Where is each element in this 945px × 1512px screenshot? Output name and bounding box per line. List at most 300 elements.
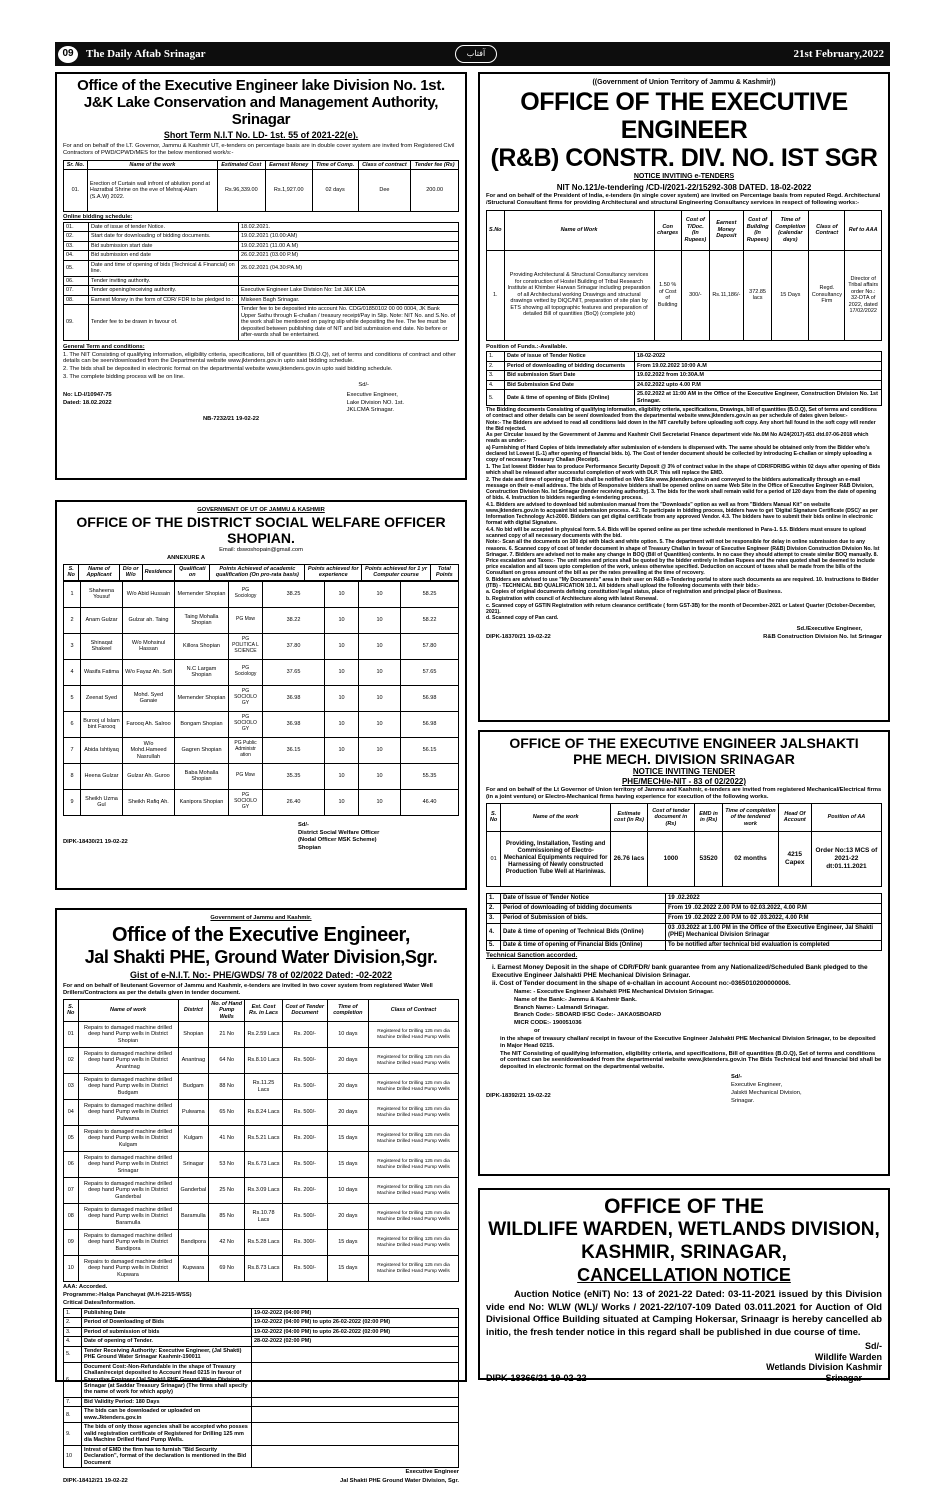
table-header: Time of Comp. [312, 160, 358, 169]
table-row [487, 352, 882, 361]
table-row [64, 241, 459, 250]
table-cell: 03 .03.2022 at 1.00 PM in the Office of the Executive Engineer, Jal Shakti (PHE) Mechanical Division Srinagar [666, 924, 882, 941]
term-item: 3. The complete bidding process will be on line. [63, 374, 185, 381]
signatory-line: Jal Shakti PHE Ground Water Division, Sgr. [340, 1478, 459, 1485]
table-cell: Bid Submission End Date [505, 380, 635, 389]
signature-mark: Sd./Executive Engineer, [796, 625, 862, 632]
table-header: Head Of Account [778, 803, 811, 831]
table-cell: PG POLITICA L SCIENCE [229, 633, 263, 659]
table-row [64, 286, 459, 295]
table-cell: Wasifa Fatima [81, 659, 123, 685]
notice-title: OFFICE OF THE [604, 1195, 764, 1218]
table-cell: PG Sociology [229, 659, 263, 685]
annexure-label: ANNEXURE A [166, 555, 206, 561]
table-cell: Tender fee to be drawn in favour of. [89, 305, 239, 340]
table-cell: 02 [64, 1048, 79, 1074]
nit-number: NIT No.121/e-tendering /CD-I/2021-22/15292-308 DATED. 18-02-2022 [556, 182, 812, 192]
table-cell: 4 [64, 659, 81, 685]
table-header-row [487, 210, 882, 250]
signatory-line: Srinagar. [731, 1097, 755, 1104]
table-header: Cost of Building (In Rupees) [743, 210, 771, 250]
table-cell: 5. [64, 1346, 82, 1362]
table-cell: 5 [64, 685, 81, 711]
funds-position: Position of Funds.:-Available. [486, 343, 568, 350]
table-cell: Period of downloading of bidding documents [505, 361, 635, 370]
table-cell: Date & time of opening of Technical Bids (Online) [501, 924, 666, 941]
signatory-line: District Social Welfare Officer [298, 829, 380, 836]
bank-detail: Name of the Bank:- Jammu & Kashmir Bank. [514, 996, 637, 1003]
table-cell: Document Cost:-Non-Refundable in the shape of Treasury Challan/receipt deposited to Account Head 0215 in favour of Executive Engineer (Jal Shakti) PHE Ground Water Division Srinagar (at Saddar Treasury Srinagar) (The firms shall specify the name of work for which apply) [82, 1362, 252, 1397]
table-row [64, 1178, 459, 1204]
notice-subtitle: PHE MECH. DIVISION SRINAGAR [573, 750, 795, 767]
table-header: Name of the work [501, 803, 611, 831]
table-header: Cost of Tender Document [282, 999, 327, 1021]
release-number: DIPK-18412/21 19-02-22 [63, 1478, 128, 1485]
table-cell: Bid Validity Period: 180 Days [82, 1397, 252, 1406]
table-cell: 9 [64, 789, 81, 815]
table-cell: Repairs to damaged machine drilled deep hand Pump wells in District Kupwara [78, 1256, 178, 1282]
table-row [487, 831, 882, 886]
table-header: Points Achieved of academic qualification (On pro-rata basis) [210, 564, 305, 580]
table-cell: 01 [64, 1022, 79, 1048]
table-cell: 58.25 [401, 581, 459, 607]
table-cell: 03 [64, 1074, 79, 1100]
table-header: S.No [487, 210, 505, 250]
table-cell: 10 [325, 659, 359, 685]
bank-detail: Name: - Executive Engineer Jalshakti PHE Mechanical Division Srinagar. [514, 988, 714, 995]
table-row [64, 789, 459, 815]
table-cell: 15 days [327, 1230, 368, 1256]
table-cell: PG SOCIOLO GY [229, 685, 263, 711]
treasury-clause: in the shape of treasury challan/ receipt in favour of the Executive Engineer Jalshakti PHE Mechanical Division Srinagar, to be deposited in Major Head 0215. [500, 1035, 876, 1049]
table-header: District [178, 999, 209, 1021]
table-header: S. No [487, 803, 501, 831]
table-cell: Rs. 500/- [282, 1074, 327, 1100]
table-cell: 20 days [327, 1204, 368, 1230]
critical-dates-table [63, 1308, 459, 1469]
table-cell: Rs. 300/- [282, 1230, 327, 1256]
table-row [487, 903, 882, 913]
table-cell: Baramulla [178, 1204, 209, 1230]
condition-paragraph: d. Scanned copy of Pan card. [486, 615, 559, 622]
table-cell: 42 No [209, 1230, 245, 1256]
table-cell: 10 [359, 737, 401, 763]
table-cell: To be notified after technical bid evaluation is completed [666, 941, 882, 951]
table-cell: Date of opening of Tender. [82, 1337, 252, 1346]
table-cell: 4. [487, 380, 505, 389]
table-header: Time of Completion (calendar days) [772, 210, 809, 250]
table-header-row [64, 999, 459, 1021]
table-cell: 55.35 [401, 763, 459, 789]
table-cell: Rs.6.73 Lacs [245, 1152, 283, 1178]
rb-construction-notice [478, 72, 890, 722]
table-cell: 10 [325, 607, 359, 633]
sanction-line: Technical Sanction accorded. [486, 952, 578, 960]
table-row [64, 222, 459, 231]
table-cell: 1. [64, 1308, 82, 1317]
table-row [64, 1407, 459, 1423]
table-cell: 10 [325, 685, 359, 711]
works-table [63, 999, 459, 1282]
table-cell: Date and time of opening of bids (Technical & Financial) on line. [89, 260, 239, 276]
table-cell: Repairs to damaged machine drilled deep hand Pump wells in District Pulwama [78, 1100, 178, 1126]
table-cell: 37.65 [263, 659, 325, 685]
table-cell: Abida Ishtiyaq [81, 737, 123, 763]
term-item: 2. The bids shall be deposited in electronic format on the departmental website www.jktenders.gov.in upto said bidding schedule. [63, 366, 393, 373]
lake-division-notice [55, 72, 467, 480]
table-cell: 07 [64, 1178, 79, 1204]
table-cell: 19.02.2021 (10.00:AM) [239, 232, 459, 241]
table-cell: Registered for Drilling 125 mm dia Machine Drilled Hand Pump Wells [369, 1178, 459, 1204]
intro-text: For and on behalf of the Lt Governor of Union territory of Jammu and Kashmir, e-tenders are invited from registered Mechanical/Electrical firms (in a joint venture) or Electro-Mechanical firms having experience for execution of the following works. [486, 787, 882, 801]
table-row [64, 1204, 459, 1230]
table-cell: Registered for Drilling 125 mm dia Machine Drilled Hand Pump Wells [369, 1100, 459, 1126]
ground-water-notice [55, 908, 467, 1485]
table-row [64, 1318, 459, 1327]
table-cell: Memender Shopian [175, 685, 229, 711]
table-header: Class of contract [358, 160, 411, 169]
release-number: DIPK-18366/21 19-02-22 [486, 1372, 587, 1383]
table-cell: 7. [64, 1397, 82, 1406]
table-cell: Pulwama [178, 1100, 209, 1126]
intro-text: For and on behalf of lieutenant Governor of Jammu and Kashmir, e-tenders are invited in two cover system from registered Water Well Drillers/Contractors as per the details given in tender document. [63, 983, 433, 996]
table-cell: 56.98 [401, 711, 459, 737]
merit-table [63, 564, 459, 581]
table-cell: 10 [64, 1445, 82, 1467]
table-cell [252, 1397, 459, 1406]
table-cell: The bids of only those agencies shall be accepted who posses valid registration certificate of Registered for Drilling 125 mm dia Machine Drilled Hand Pump Wells. [82, 1423, 252, 1445]
table-cell: 10 [359, 659, 401, 685]
letter-number: No: LD-I/10947-75 [63, 391, 112, 398]
table-cell: 57.80 [401, 633, 459, 659]
condition-paragraph: 9. Bidders are advised to use "My Documents" area in their user on R&B e-Tendering portal to store such documents as are required. 10. Instructions to Bidder (ITB) - TECHNICAL BID QUALIFICATION 10.1. All bidders shall upload the following documents with their bids:- [486, 576, 879, 589]
condition-paragraph: 1. The 1st lowest Bidder has to produce Performance Security Deposit @ 3% of contract value in the shape of CDR/FDR/BG within 02 days after opening of Bids which shall be released after successful completion of work with DLP. This will replace the EMD. [486, 463, 881, 477]
table-cell: Registered for Drilling 125 mm dia Machine Drilled Hand Pump Wells [369, 1126, 459, 1152]
table-cell: Gulzar Ah. Guroo [123, 763, 175, 789]
table-cell: 01. [64, 170, 88, 212]
table-cell: 19-02-2022 (04:00 PM) [252, 1308, 459, 1317]
term-item: 1. The NIT Consisting of qualifying information, eligibility criteria, specifications, bill of quantities (B.O.Q), set of terms and conditions of contract and other details can be seen/downloaded from the Departmental website www.jktenders.gov.in upto said bidding schedule. [63, 351, 456, 365]
table-cell [252, 1423, 459, 1445]
table-cell: 28-02-2022 (02:00 PM) [252, 1337, 459, 1346]
table-row [64, 1327, 459, 1336]
table-header-row [487, 803, 882, 831]
table-header: Position of AA [811, 803, 881, 831]
table-header: Tender fee (Rs) [411, 160, 459, 169]
schedule-table [486, 351, 882, 406]
issue-date: 21st February,2022 [793, 47, 884, 60]
table-cell: 02 days [312, 170, 358, 212]
table-cell: PG Public Administr ation [229, 737, 263, 763]
table-cell: Kupwara [178, 1256, 209, 1282]
table-row [487, 371, 882, 380]
table-cell: 2. [487, 903, 501, 913]
table-header-row [64, 564, 459, 580]
table-row [64, 1256, 459, 1282]
table-cell: 05 [64, 1126, 79, 1152]
table-cell: N.C Largam Shopian [175, 659, 229, 685]
table-header: Estimate cost (in Rs) [611, 803, 648, 831]
signatory-line: (Nodal Officer MSK Scheme) [298, 837, 377, 844]
table-cell: Providing, Installation, Testing and Commissioning of Electro-Mechanical Equipments required for Harnessing of Newly constructed Production Tube Well at Hariniwas. [501, 831, 611, 886]
table-header: No. of Hand Pump Wells [209, 999, 245, 1021]
merit-table-body [63, 581, 459, 816]
table-cell: Registered for Drilling 125 mm dia Machine Drilled Hand Pump Wells [369, 1204, 459, 1230]
table-cell: W/o Abid Hussain [123, 581, 175, 607]
table-header: Con charges [654, 210, 681, 250]
table-header: Total Points [430, 564, 458, 580]
table-header: Points achieved for 1 yr Computer course [362, 564, 430, 580]
table-cell: 10 [359, 711, 401, 737]
table-cell: Rs.5.21 Lacs [245, 1126, 283, 1152]
table-cell: 2. [487, 361, 505, 370]
table-cell: Date of issue of Tender Notice [505, 352, 635, 361]
notice-subtitle: WILDLIFE WARDEN, WETLANDS DIVISION, [488, 1219, 880, 1241]
condition-paragraph: 4.1. Bidders are advised to download bid submission manual from the "Downloads" option as well as from "Bidders Manual Kit" on website www.jktenders.gov.in to acquaint bid submission process. 4.2. To participate in bidding process, bidders have to get 'Digital Signature Certificate (DSC)' as per Information Technology Act-2000. Bidders can get digital certificate from any approved Vendor. 4.3. The bidders have to submit their bids online in electronic format with digital Signature. [486, 501, 878, 527]
table-cell: PG SOCIOLO GY [229, 711, 263, 737]
table-header: Name of Work [504, 210, 654, 250]
condition-paragraph: 4.4. No bid will be accepted in physical form. 5.4. Bids will be opened online as per time schedule mentioned in Para-1. 5.5. Bidders must ensure to upload scanned copy of all necessary documents with the bid. [486, 526, 866, 539]
conditions-list [486, 407, 882, 622]
signatory-line: Wetlands Division Kashmir [766, 1362, 882, 1373]
table-cell: Period of Submission of bids. [501, 914, 666, 924]
table-cell: 15 Days [772, 250, 809, 340]
works-table [63, 160, 459, 212]
table-cell: Registered for Drilling 125 mm dia Machine Drilled Hand Pump Wells [369, 1230, 459, 1256]
table-cell: Rs. 500/- [282, 1048, 327, 1074]
table-cell: Farooq Ah. Salroo [123, 711, 175, 737]
table-header: Name of work [78, 999, 178, 1021]
table-cell: 53520 [694, 831, 722, 886]
table-cell: Repairs to damaged machine drilled deep hand Pump wells in District Shopian [78, 1022, 178, 1048]
table-cell: 10 [325, 737, 359, 763]
table-cell: 05. [64, 260, 89, 276]
table-cell: 4. [64, 1337, 82, 1346]
table-cell: Period of downloading of bidding documents [501, 903, 666, 913]
mechanical-division-notice [478, 730, 890, 1176]
bank-detail: Branch Name:- Lalmandi Srinagar. [514, 1004, 609, 1011]
bank-detail: Branch Code:- SBOARD IFSC Code:- JAKA0SBOARD [514, 1012, 662, 1019]
table-row [64, 1022, 459, 1048]
table-row [64, 1074, 459, 1100]
table-cell: Registered for Drilling 125 mm dia Machine Drilled Hand Pump Wells [369, 1256, 459, 1282]
table-cell: 85 No [209, 1204, 245, 1230]
email-line: Email: dswoshopain@gmail.com [219, 547, 303, 554]
table-cell: 10 [325, 763, 359, 789]
table-cell: Taing Mohalla Shopian [175, 607, 229, 633]
table-cell: 36.98 [263, 685, 325, 711]
signature-mark: Sd/- [358, 381, 369, 388]
table-row [64, 737, 459, 763]
table-cell: 4. [487, 924, 501, 941]
table-row [64, 295, 459, 304]
table-cell: Tender inviting authority. [89, 276, 239, 285]
table-cell: 88 No [209, 1074, 245, 1100]
table-cell: Repairs to damaged machine drilled deep hand Pump wells in District Srinagar [78, 1152, 178, 1178]
table-header: Cost of tender document in (Rs) [647, 803, 694, 831]
condition-paragraph: Note:- The Bidders are advised to read all conditions laid down in the NIT carefully before uploading soft copy. Any short fall found in the soft copy will render the Bid rejected. [486, 419, 876, 432]
notice-subtitle: Jal Shakti PHE, Ground Water Division,Sgr. [84, 946, 438, 967]
table-cell: Gulzar ah. Taing [123, 607, 175, 633]
notice-title: OFFICE OF THE DISTRICT SOCIAL WELFARE OFFICER SHOPIAN. [76, 513, 446, 546]
table-cell: 6 [64, 711, 81, 737]
table-cell: 64 No [209, 1048, 245, 1074]
table-row [64, 1048, 459, 1074]
table-row [487, 941, 882, 951]
table-cell: Budgam [178, 1074, 209, 1100]
table-cell: 38.22 [263, 607, 325, 633]
table-cell: Providing Architectural & Structural Consultancy services for construction of Hostel Building of Tribal Research Institute at Khimber Harwan Srinagar including preparation of all Architectural working Drawings and structural drawings vetted by DIQC/NIT, preparation of site plan by ETS showing all topographic features and preparation of detailed Bill of quantities (BoQ) (complete job) [504, 250, 654, 340]
table-cell: 01 [487, 831, 501, 886]
table-header: Name of the work [87, 160, 217, 169]
table-cell: Anantnag [178, 1048, 209, 1074]
table-cell: 6. [64, 1362, 82, 1397]
table-cell: Zeenat Syed [81, 685, 123, 711]
signature-mark: Sd/- [298, 821, 309, 828]
or-label: or [534, 1028, 540, 1035]
release-number: DIPK-18370/21 19-02-22 [486, 634, 551, 641]
intro-text: For and on behalf of the LT. Governor, Jammu & Kashmir UT, e-tenders on percentage basis are in double cover system are invited from Registered Civil Contractors of PWD/CPWD/MES for the below mentioned work/s:- [63, 143, 455, 156]
cost-clause: ii. Cost of Tender document in the shape of e-challan in account Account no:-0365010200000006. [492, 980, 791, 988]
table-cell: Rs. 500/- [282, 1204, 327, 1230]
nit-paragraph: The NIT Consisting of qualifying information, eligibility criteria, and specifications, Bill of quantities (B.O.Q), Set of terms and conditions of contract can be seen/downloaded from the departmental website www.jktenders.gov.in The Bids Technical bid and financial bid shall be deposited in electronic format on the departmental website. [500, 1050, 882, 1071]
table-cell: Rs.8.24 Lacs [245, 1100, 283, 1126]
table-cell [252, 1346, 459, 1362]
table-header: Name of Applicant [79, 564, 119, 580]
table-cell: Bongam Shopian [175, 711, 229, 737]
table-row [64, 659, 459, 685]
table-header: S. No [64, 999, 79, 1021]
table-header: D/o or W/o [119, 564, 142, 580]
table-cell: Rs.11.25 Lacs [245, 1074, 283, 1100]
table-cell: 10 [325, 633, 359, 659]
release-number: DIPK-18430/21 19-02-22 [63, 839, 128, 846]
table-row [64, 633, 459, 659]
table-row [64, 276, 459, 285]
table-cell: Director of Tribal affairs order No.: 32-DTA of 2022, dated 17/02/2022 [845, 250, 882, 340]
table-header: EMD in in (Rs) [694, 803, 722, 831]
table-cell: Baba Mohalla Shopian [175, 763, 229, 789]
table-cell: Rs.1,927.00 [265, 170, 312, 212]
table-cell: Rs.3.09 Lacs [245, 1178, 283, 1204]
table-cell: Repairs to damaged machine drilled deep hand Pump wells in District Baramulla [78, 1204, 178, 1230]
signatory-line: Jalskti Mechanical Division, [731, 1089, 802, 1096]
table-row [64, 251, 459, 260]
condition-paragraph: a) Furnishing of Hard Copies of bids immediately after submission of e-tenders is dispensed with. The same should be obtained only from the Bidder who's declared lst Lowest (L-1) after opening of financial bids. b). The Cost of tender document should be collected by introducing E-challan or simply uploading a copy of necessary Treasury Challan (Receipt). [486, 445, 872, 464]
signature-mark: Sd/- [865, 1341, 882, 1351]
signatory-line: Wildlife Warden [814, 1351, 882, 1362]
table-cell: Rs.5.28 Lacs [245, 1230, 283, 1256]
table-header-row [64, 160, 459, 169]
page-number: 09 [58, 46, 78, 63]
nit-number: PHE/MECH/e-NIT - 83 of 02/2022) [621, 776, 747, 786]
table-cell: Miskeen Bagh Srinagar. [239, 295, 459, 304]
table-cell: From 19.02.2022 10:00 A.M [635, 361, 882, 370]
table-row [64, 1337, 459, 1346]
table-cell: Rs.8.10 Lacs [245, 1048, 283, 1074]
condition-paragraph: b. Registration with council of Architecture along with latest Renewal. [486, 596, 658, 603]
condition-paragraph: c. Scanned copy of GSTIN Registration with return clearance certificate ( form GST-3B) for the month of December-2021 or Latest Quarter (October-December, 2021). [486, 602, 876, 615]
table-cell: 09. [64, 305, 89, 340]
table-cell: Registered for Drilling 125 mm dia Machine Drilled Hand Pump Wells [369, 1074, 459, 1100]
table-cell: Period of Downloading of Bids [82, 1318, 252, 1327]
table-cell: 15 days [327, 1152, 368, 1178]
table-cell: 19 .02.2022 [666, 893, 882, 903]
table-cell: 20 days [327, 1048, 368, 1074]
table-row [64, 1397, 459, 1406]
table-row [487, 914, 882, 924]
table-cell: 15 days [327, 1126, 368, 1152]
newspaper-header [55, 42, 890, 66]
table-cell: Registered for Drilling 125 mm dia Machine Drilled Hand Pump Wells [369, 1048, 459, 1074]
table-header: Estimated Cost [217, 160, 265, 169]
table-cell: 36.15 [263, 737, 325, 763]
condition-paragraph: The Bidding documents Consisting of qualifying information, eligibility criteria, specifications, Drawings, bill of quantities (B.O.Q), Set of terms and conditions of contract and other details can be seen/ downloaded from the departmental website www.jktenders.gov.in as per schedule of dates given below:- [486, 406, 877, 419]
signatory-line: Executive Engineer [405, 1469, 459, 1476]
table-cell: Order No:13 MCS of 2021-22 dt:01.11.2021 [811, 831, 881, 886]
table-cell: 26.02.2021 (04.30:PA.M) [239, 260, 459, 276]
table-cell: Burooj ul Islam bint Farooq [81, 711, 123, 737]
table-cell: 3. [64, 1327, 82, 1336]
table-cell: From 19 .02.2022 2.00 P.M to 02.03.2022, 4.00 P.M [666, 903, 882, 913]
table-cell: 1000 [647, 831, 694, 886]
table-cell: Rs. 500/- [282, 1256, 327, 1282]
table-cell: 25 No [209, 1178, 245, 1204]
table-cell [252, 1407, 459, 1423]
table-cell: 10 [359, 633, 401, 659]
table-cell: 06. [64, 276, 89, 285]
table-cell: 69 No [209, 1256, 245, 1282]
table-row [487, 390, 882, 406]
table-cell: 10 [359, 789, 401, 815]
table-cell [239, 276, 459, 285]
programme-line: Programme:-Halqa Panchayat (M.H-2215-WSS) [63, 1291, 192, 1298]
letter-date: Dated: 18.02.2022 [63, 399, 112, 406]
table-cell: 19.02.2022 from 10:30A.M [635, 371, 882, 380]
signatory-line: Executive Engineer, [346, 391, 398, 398]
table-cell: 04. [64, 251, 89, 260]
schedule-table [63, 222, 459, 341]
table-cell: 08. [64, 295, 89, 304]
cancellation-body: Auction Notice (eNiT) No: 13 of 2021-22 Dated: 03-11-2021 issued by this Division vide end No: WLW (WL)/ Works / 2021-22/107-109 Dated 03.011.2021 for Auction of Old Divisional Office Building situated at Camping Hokersar, Srinaagr is hereby cancelled ab initio, the fresh tender notice in this regard shall be published in due course of time. [486, 1288, 882, 1337]
nit-number: Short Term N.I.T No. LD- 1st. 55 of 2021-22(e). [163, 130, 359, 141]
table-cell: 37.80 [263, 633, 325, 659]
table-cell: Date & time of opening of Financial Bids (Online) [501, 941, 666, 951]
table-cell: Mohd. Syed Ganaie [123, 685, 175, 711]
wildlife-cancellation-notice [478, 1188, 890, 1383]
table-cell: 3. [487, 371, 505, 380]
release-number: NB-7232/21 19-02-22 [203, 416, 260, 423]
table-cell: 10 [359, 607, 401, 633]
table-header: Earnest Money Deposit [709, 210, 743, 250]
cancellation-heading: CANCELLATION NOTICE [577, 1264, 791, 1285]
table-cell: 4215 Capex [778, 831, 811, 886]
table-cell: 5. [487, 390, 505, 406]
works-table [486, 803, 882, 887]
table-cell: Rs.10.78 Lacs [245, 1204, 283, 1230]
table-cell: Rs. 200/- [282, 1126, 327, 1152]
table-cell: PG Sociology [229, 581, 263, 607]
table-cell: 372.85 lacs [743, 250, 771, 340]
table-row [64, 1126, 459, 1152]
condition-paragraph: 2. The date and time of opening of Bids shall be notified on Web Site www.jktenders.gov.in and conveyed to the bidders automatically through an e-mail message on their e-mail address. The bids of Responsive bidders shall be opened online on same Web Site in the Office of Executive Engineer R&B Division, Construction Division No. Ist Srinagar (tender receiving authority). 3. The bids for the work shall remain valid for a period of 120 days from the date of opening of bids. 4. Instruction to bidders regarding e-tendering process. [486, 476, 877, 502]
table-cell: Start date for downloading of bidding documents. [89, 232, 239, 241]
table-cell: 03. [64, 241, 89, 250]
gist-number: Gist of e-N.I.T. No:- PHE/GWDS/ 78 of 02/2022 Dated: -02-2022 [129, 970, 393, 981]
signatory-line: Shopian [298, 845, 321, 852]
table-cell: 38.25 [263, 581, 325, 607]
table-cell: Gagren Shopian [175, 737, 229, 763]
